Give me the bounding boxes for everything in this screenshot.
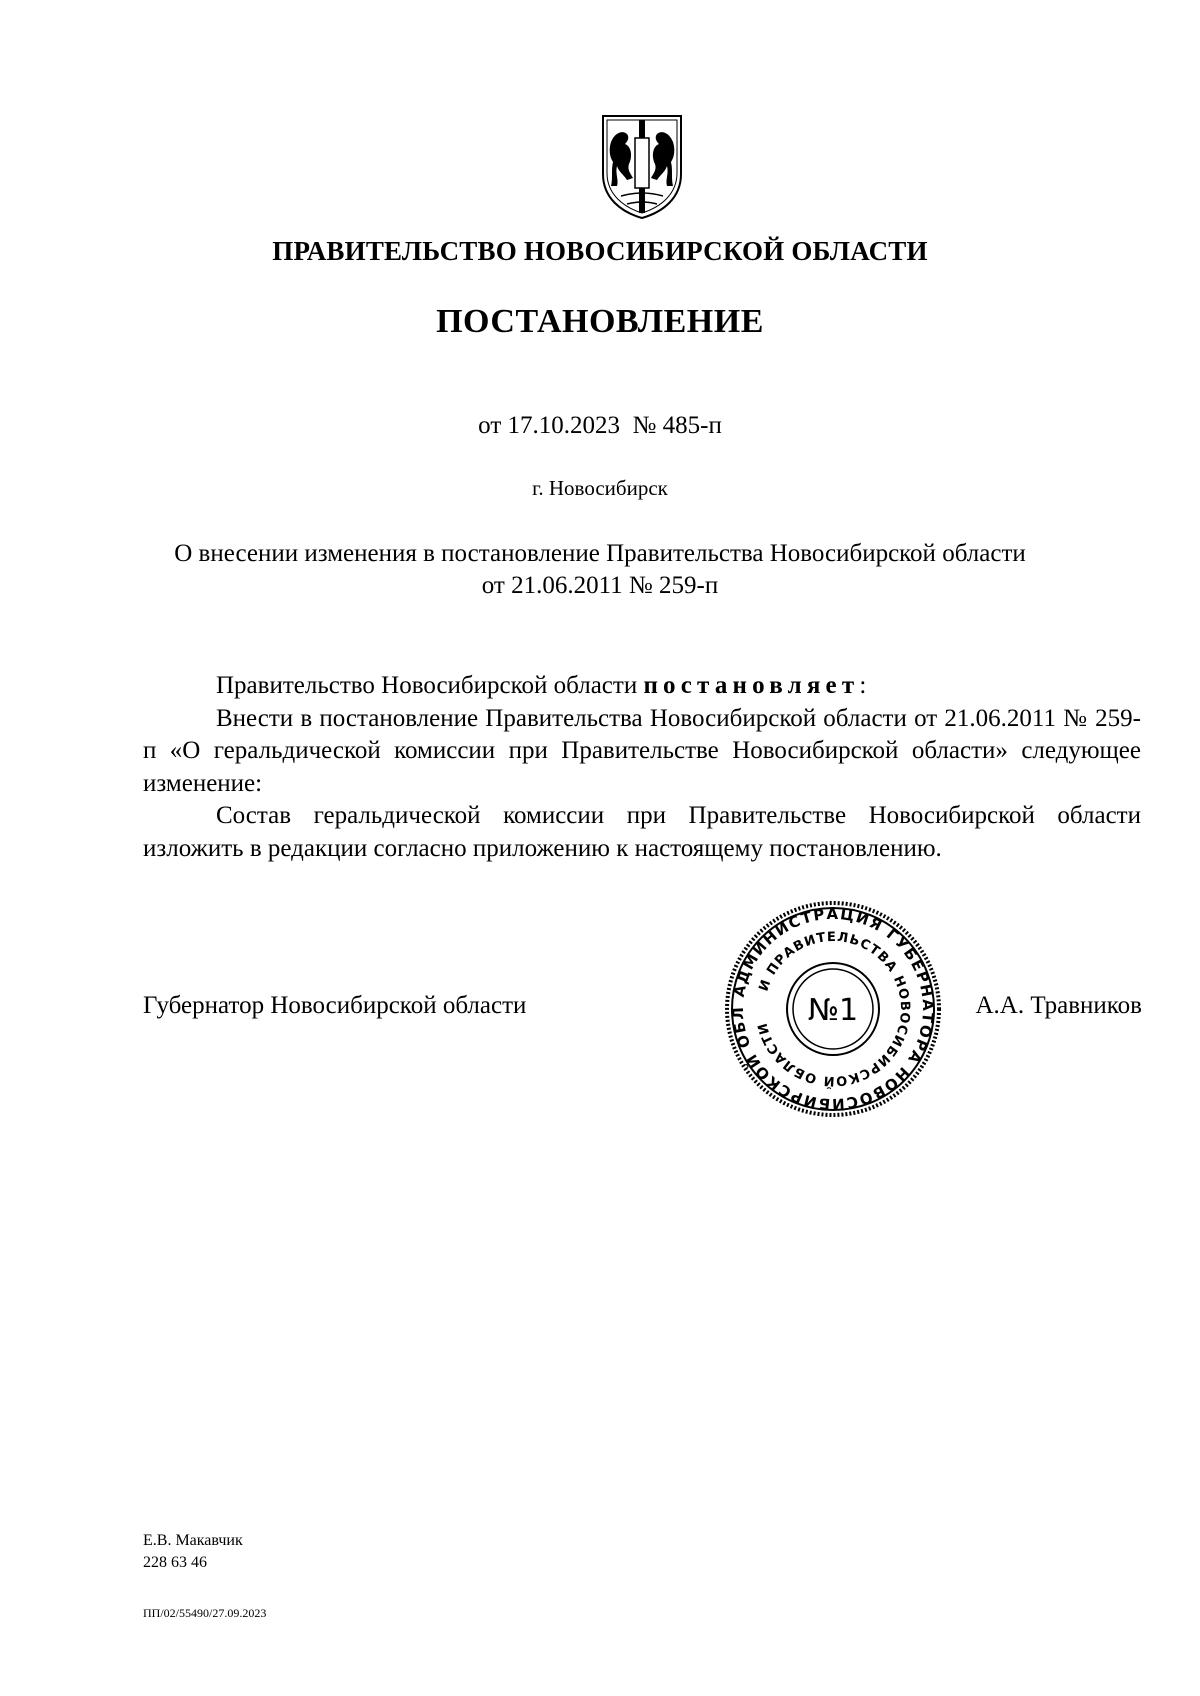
- official-seal-icon: [722, 898, 944, 1120]
- document-city: г. Новосибирск: [532, 476, 668, 500]
- executor-name: Е.В. Макавчик: [143, 1532, 243, 1549]
- document-body: [143, 670, 1141, 865]
- signer-position: Губернатор Новосибирской области: [143, 992, 527, 1019]
- executor-contact: [143, 1530, 243, 1574]
- subject-line-2: от 21.06.2011 № 259-п: [481, 572, 719, 599]
- intro-suffix: :: [859, 672, 867, 699]
- subject-line-1: О внесении изменения в постановление Правительства Новосибирской области: [174, 540, 1026, 567]
- signer-name: А.А. Травников: [975, 992, 1142, 1019]
- intro-paragraph: [143, 670, 1141, 703]
- executor-phone: 228 63 46: [143, 1554, 207, 1571]
- intro-verb: постановляет: [643, 672, 860, 699]
- registration-code: ПП/02/55490/27.09.2023: [143, 1606, 267, 1620]
- seal-number: №1: [807, 993, 859, 1028]
- organization-title: ПРАВИТЕЛЬСТВО НОВОСИБИРСКОЙ ОБЛАСТИ: [272, 236, 928, 266]
- seal-inner-text: И ПРАВИТЕЛЬСТВА НОВОСИБИРСКОЙ ОБЛАСТИ: [755, 929, 913, 1089]
- seal-outer-text: АДМИНИСТРАЦИЯ ГУБЕРНАТОРА НОВОСИБИРСКОЙ ОБЛ: [728, 904, 938, 1114]
- document-date-number: от 17.10.2023 № 485-п: [478, 412, 722, 439]
- document-subject: [0, 538, 1200, 602]
- coat-of-arms-icon: [597, 112, 687, 220]
- body-paragraph-1: Внести в постановление Правительства Новосибирской области от 21.06.2011 № 259-п «О геральдической комиссии при Правительстве Новосибирской области» следующее изменение:: [143, 704, 1141, 797]
- intro-prefix: Правительство Новосибирской области: [216, 672, 644, 699]
- body-paragraph-2: Состав геральдической комиссии при Правительстве Новосибирской области изложить в редакции согласно приложению к настоящему постановлению.: [143, 802, 1141, 862]
- document-type: ПОСТАНОВЛЕНИЕ: [436, 303, 764, 340]
